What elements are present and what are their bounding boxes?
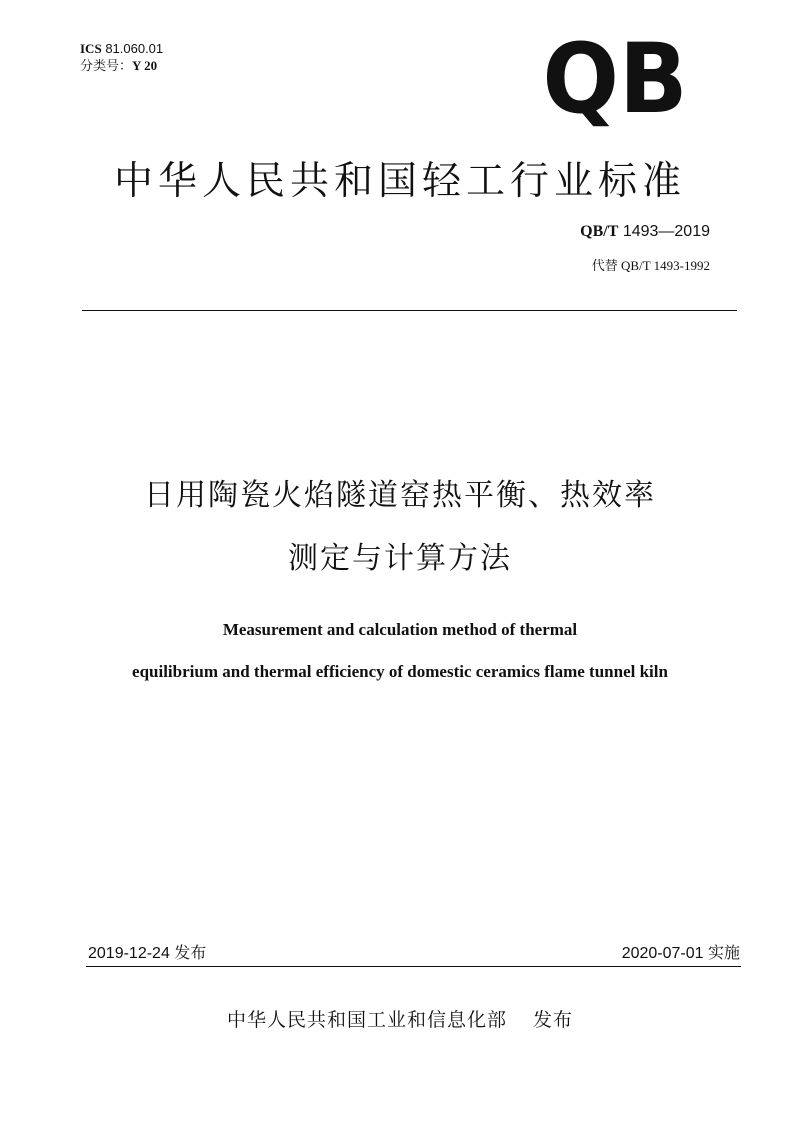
effective-date: 2020-07-01 实施 bbox=[621, 945, 740, 962]
qb-logo bbox=[540, 30, 690, 130]
classification-block bbox=[80, 40, 163, 74]
class-code: Y 20 bbox=[132, 58, 158, 73]
issuer-action: 发布 bbox=[533, 1009, 574, 1031]
ics-label: ICS bbox=[80, 41, 102, 56]
title-cn-line2: 测定与计算方法 bbox=[288, 541, 512, 576]
ics-code: 81.060.01 bbox=[105, 41, 164, 56]
title-cn-line1: 日用陶瓷火焰隧道窑热平衡、热效率 bbox=[144, 478, 656, 513]
title-en-line1: Measurement and calculation method of thermal bbox=[222, 620, 578, 639]
title-en-line2: equilibrium and thermal efficiency of domestic ceramics flame tunnel kiln bbox=[132, 662, 668, 681]
ics-line bbox=[80, 40, 163, 57]
standard-code: 1493—2019 bbox=[622, 223, 710, 240]
org-title: 中华人民共和国轻工行业标准 bbox=[113, 159, 686, 204]
issuer-name: 中华人民共和国工业和信息化部 bbox=[226, 1009, 507, 1031]
issue-date: 2019-12-24 发布 bbox=[88, 945, 207, 962]
top-divider bbox=[82, 310, 737, 311]
qb-logo-text: QB bbox=[542, 30, 688, 130]
standard-number bbox=[580, 223, 710, 241]
class-label: 分类号： bbox=[80, 58, 133, 73]
class-line bbox=[80, 57, 163, 74]
bottom-divider bbox=[86, 966, 741, 967]
issuer bbox=[0, 1005, 800, 1032]
replaces-standard: 代替 QB/T 1493-1992 bbox=[591, 258, 710, 273]
standard-prefix: QB/T bbox=[580, 223, 619, 240]
